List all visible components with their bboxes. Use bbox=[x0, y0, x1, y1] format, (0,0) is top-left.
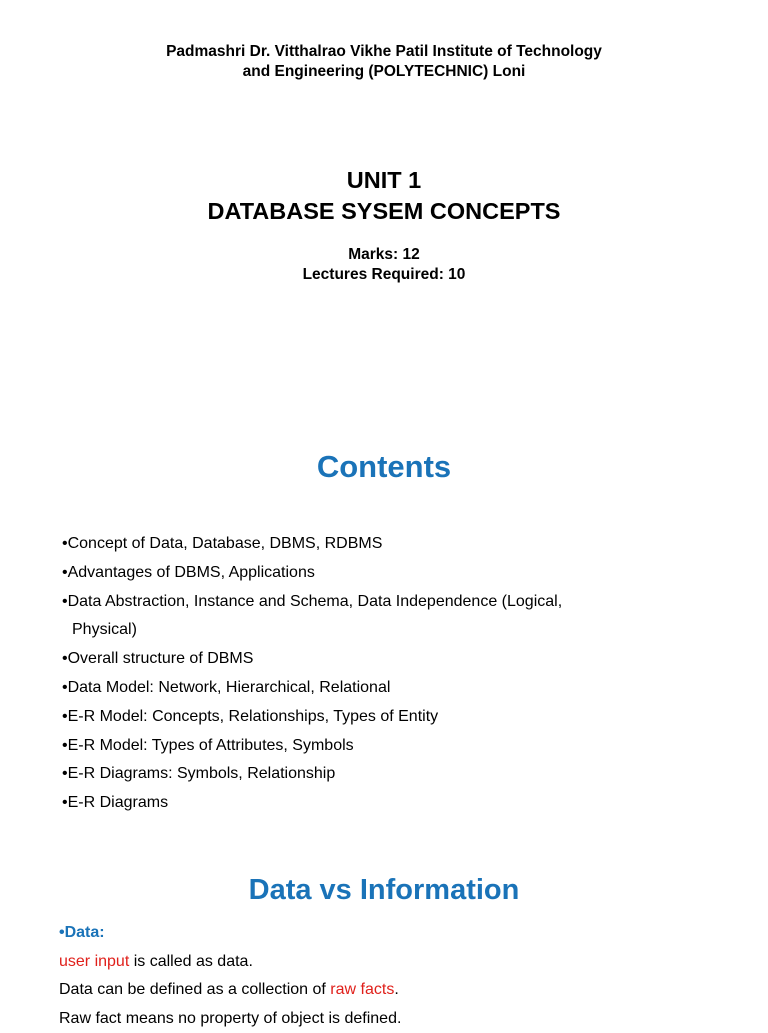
contents-item: •E-R Diagrams bbox=[62, 794, 169, 812]
institute-line-2: and Engineering (POLYTECHNIC) Loni bbox=[242, 63, 526, 80]
contents-item-continuation: Physical) bbox=[72, 621, 137, 639]
data-line-2-suffix: . bbox=[394, 981, 399, 999]
institute-name bbox=[0, 42, 768, 82]
unit-number: UNIT 1 bbox=[346, 167, 422, 193]
contents-list bbox=[62, 530, 742, 818]
data-label: •Data: bbox=[59, 924, 105, 941]
contents-item: •E-R Model: Concepts, Relationships, Types of Entity bbox=[62, 707, 439, 725]
unit-meta bbox=[0, 245, 768, 284]
unit-title bbox=[0, 165, 768, 227]
data-line-2 bbox=[59, 976, 739, 1005]
data-line-1 bbox=[59, 948, 739, 977]
contents-item: •Data Abstraction, Instance and Schema, Data Independence (Logical, bbox=[62, 592, 563, 610]
contents-item: •Data Model: Network, Hierarchical, Relational bbox=[62, 678, 391, 696]
raw-facts-highlight: raw facts bbox=[330, 981, 395, 999]
contents-item: •Concept of Data, Database, DBMS, RDBMS bbox=[62, 535, 383, 552]
lectures-label: Lectures Required: 10 bbox=[302, 265, 466, 283]
contents-item: •Overall structure of DBMS bbox=[62, 650, 254, 668]
data-line-2-prefix: Data can be defined as a collection of bbox=[59, 981, 331, 999]
data-vs-information-heading: Data vs Information bbox=[248, 874, 520, 906]
data-definition bbox=[59, 919, 739, 1033]
contents-item: •E-R Diagrams: Symbols, Relationship bbox=[62, 765, 336, 783]
institute-line-1: Padmashri Dr. Vitthalrao Vikhe Patil Institute of Technology bbox=[166, 43, 602, 60]
data-line-3: Raw fact means no property of object is defined. bbox=[59, 1009, 402, 1027]
marks-label: Marks: 12 bbox=[348, 246, 420, 263]
contents-heading: Contents bbox=[316, 449, 452, 484]
data-line-1-text: is called as data. bbox=[129, 952, 253, 970]
user-input-highlight: user input bbox=[59, 952, 130, 970]
contents-item: •Advantages of DBMS, Applications bbox=[62, 563, 315, 581]
contents-item: •E-R Model: Types of Attributes, Symbols bbox=[62, 736, 354, 754]
unit-name: DATABASE SYSEM CONCEPTS bbox=[207, 198, 561, 224]
